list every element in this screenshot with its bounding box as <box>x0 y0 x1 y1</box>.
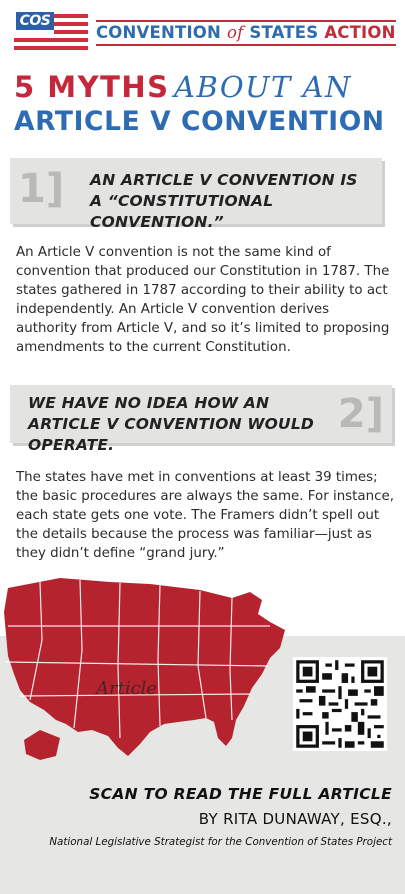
org-states: STATES <box>249 23 319 42</box>
author-line: BY RITA DUNAWAY, ESQ., <box>198 810 392 828</box>
myth-1-box <box>10 158 382 231</box>
myth-2-box <box>10 385 392 454</box>
myth-2-body: The states have met in conventions at least 39 times; the basic procedures are always the same. For instance, each state gets one vote. The Framers didn’t spell out the details because the process was familiar—just as they didn’t define “grand jury.” <box>16 470 394 561</box>
myth-2-number: 2] <box>337 391 384 437</box>
org-action: ACTION <box>324 23 396 42</box>
scan-cta: SCAN TO READ THE FULL ARTICLE <box>89 785 392 803</box>
myth-1-heading: AN ARTICLE V CONVENTION IS A “CONSTITUTIONAL CONVENTION.” <box>90 171 358 231</box>
logo-text: COS <box>16 12 54 30</box>
page-title-line2: ARTICLE V CONVENTION <box>14 106 385 137</box>
myth-1-number: 1] <box>18 166 65 212</box>
title-number-word: 5 MYTHS <box>14 70 170 104</box>
org-prefix: CONVENTION <box>96 23 222 42</box>
myth-1-body: An Article V convention is not the same kind of convention that produced our Constitution in 1787. The states gathered in 1787 according to their ability to act independently. An Article V convention derives authority from Article V, and so it’s limited to proposing amendments to the current Constitution. <box>16 245 390 355</box>
author-title: National Legislative Strategist for the Convention of States Project <box>49 836 392 848</box>
org-of: of <box>226 23 244 42</box>
org-name <box>96 20 396 46</box>
myth-2-heading: WE HAVE NO IDEA HOW AN ARTICLE V CONVENTION WOULD OPERATE. <box>28 394 314 454</box>
title-about: ABOUT AN <box>174 70 352 104</box>
svg-text:Article: Article <box>96 678 158 699</box>
qr-code-icon[interactable] <box>293 657 387 751</box>
usa-map-icon <box>0 570 300 770</box>
page-title-line1 <box>14 70 399 108</box>
header <box>0 0 405 60</box>
